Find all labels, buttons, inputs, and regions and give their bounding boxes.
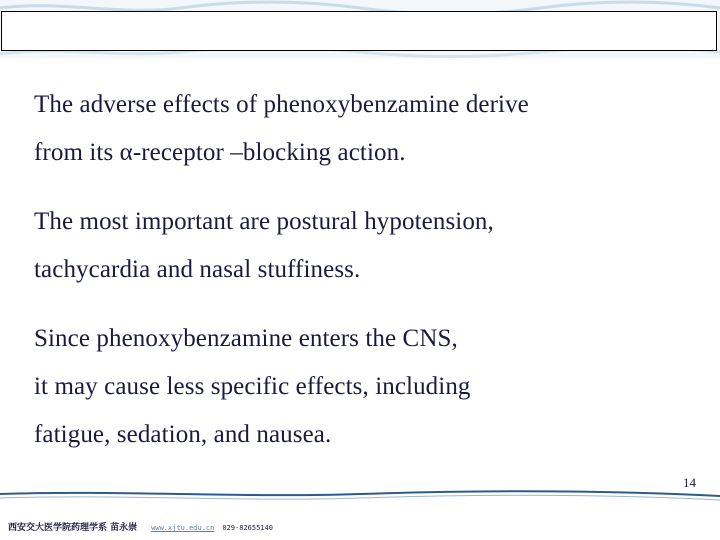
text-line: The adverse effects of phenoxybenzamine derive (34, 91, 529, 118)
footer (8, 520, 273, 533)
footer-phone: 029-82655140 (222, 524, 273, 532)
paragraph-important-effects (34, 198, 694, 294)
text-line: Since phenoxybenzamine enters the CNS, (34, 325, 458, 352)
footer-divider (0, 488, 720, 508)
footer-website-link[interactable]: www.xjtu.edu.cn (151, 524, 215, 532)
paragraph-cns-effects (34, 315, 694, 459)
text-line: it may cause less specific effects, including (34, 373, 471, 400)
title-placeholder (1, 11, 717, 51)
footer-institution: 西安交大医学院药理学系 苗永崇 (8, 523, 138, 533)
text-line: from its α-receptor –blocking action. (34, 139, 406, 166)
text-line: tachycardia and nasal stuffiness. (34, 256, 361, 283)
paragraph-adverse-effects (34, 81, 694, 177)
text-line: The most important are postural hypotension, (34, 208, 494, 235)
page-number: 14 (683, 475, 696, 490)
text-line: fatigue, sedation, and nausea. (34, 421, 332, 448)
